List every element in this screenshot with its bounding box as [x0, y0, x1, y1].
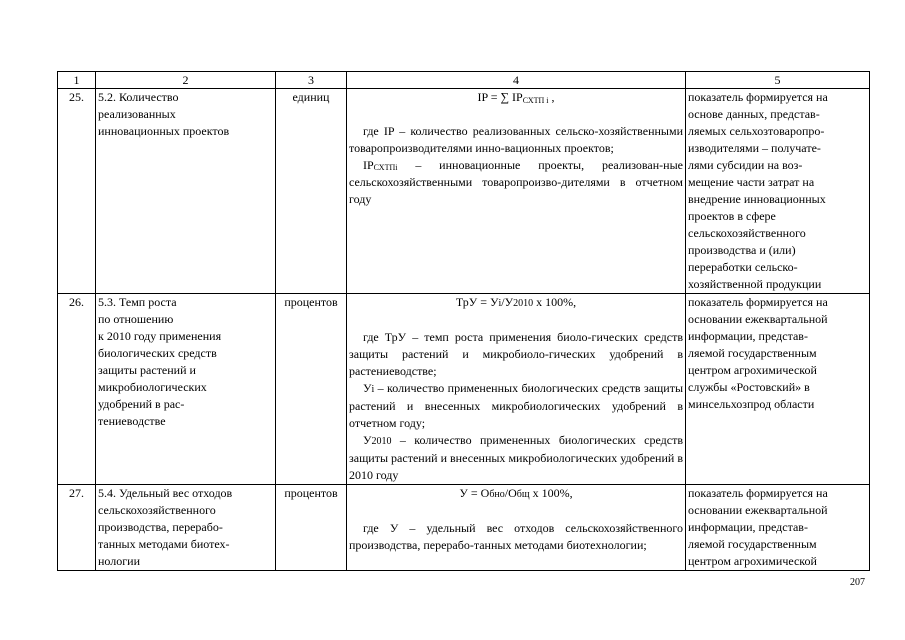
column-header-3: 3 [276, 72, 347, 89]
formula: У = Обно/Общ х 100%, [459, 486, 573, 500]
calculation-method [347, 485, 686, 571]
data-source: показатель формируется на основании ежеквартальной информации, представ- ляемой государственным центром агрохимической [686, 485, 870, 571]
formula-variable-description: У2010 – количество примененных биологических средств защиты растений и внесенных микробиологических удобрений в 2010 году [349, 433, 683, 482]
indicators-table [57, 71, 870, 571]
table-row [58, 89, 870, 294]
row-number: 25. [58, 89, 96, 294]
formula-variable-description: Уi – количество примененных биологических средств защиты растений и внесенных микробиологических удобрений в отчетном году; [349, 381, 683, 430]
column-header-1: 1 [58, 72, 96, 89]
data-source: показатель формируется на основании ежеквартальной информации, представ- ляемой государственным центром агрохимической службы «Ростовский» в минсельхозпрод области [686, 294, 870, 485]
indicator-name: 5.2. Количество реализованных инновационных проектов [96, 89, 276, 294]
header-row [58, 72, 870, 89]
column-header-2: 2 [96, 72, 276, 89]
page-number: 207 [850, 577, 865, 588]
indicator-name: 5.3. Темп роста по отношению к 2010 году применения биологических средств защиты растений и микробиологических удобрений в рас- тениеводстве [96, 294, 276, 485]
row-number: 26. [58, 294, 96, 485]
formula: IP = ∑ $IP_{СХТП i}$ , [477, 90, 555, 105]
calculation-method [347, 294, 686, 485]
formula-variable-description: $IP_{СХТПi}$ – инновационные проекты, реализован-ные сельскохозяйственными товаропроизво-дителями в отчетном году [349, 158, 683, 206]
formula-description: где ТрУ – темп роста применения биоло-гических средств защиты растений и микробиоло-гических удобрений в растениеводстве; [349, 330, 683, 378]
column-header-4: 4 [347, 72, 686, 89]
row-number: 27. [58, 485, 96, 571]
data-source: показатель формируется на основе данных, представ- ляемых сельхозтоваропро- изводителями – получате- лями субсидии на воз- мещение части затрат на внедрение инновационных проектов в сфере сельскохозяйственного производства и (или) переработки сельско- хозяйственной продукции [686, 89, 870, 294]
formula: ТрУ = Уi/У2010 х 100%, [455, 295, 577, 309]
formula-description: где У – удельный вес отходов сельскохозяйственного производства, перерабо-танных методами биотехнологии; [349, 521, 683, 552]
formula-description: где IP – количество реализованных сельско-хозяйственными товаропроизводителями инно-вационных проектов; [349, 124, 683, 155]
column-header-5: 5 [686, 72, 870, 89]
indicator-name: 5.4. Удельный вес отходов сельскохозяйственного производства, перерабо- танных методами биотех- нологии [96, 485, 276, 571]
table-row [58, 294, 870, 485]
unit-of-measure: единиц [276, 89, 347, 294]
unit-of-measure: процентов [276, 485, 347, 571]
calculation-method [347, 89, 686, 294]
table-row [58, 485, 870, 571]
unit-of-measure: процентов [276, 294, 347, 485]
